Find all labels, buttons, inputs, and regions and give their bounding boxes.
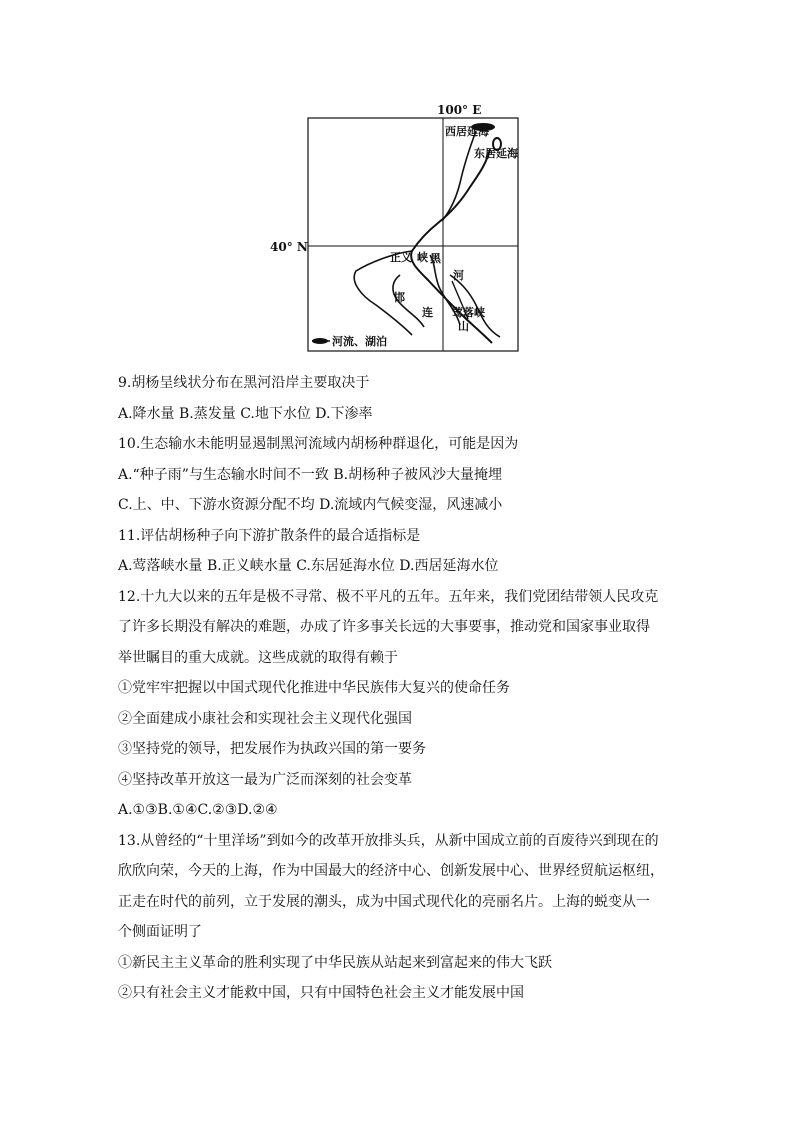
label-shan: 山 xyxy=(458,320,469,333)
label-east-juyan: 东居延海 xyxy=(474,147,518,160)
heihe-basin-map xyxy=(270,103,530,355)
q9-stem: 9.胡杨呈线状分布在黑河沿岸主要取决于 xyxy=(118,375,370,391)
q10-options-ab: A.“种子雨”与生态输水时间不一致 B.胡杨种子被风沙大量掩埋 xyxy=(118,466,503,483)
q13-stem-line4: 个侧面证明了 xyxy=(118,924,202,940)
q13-stem-line2: 欣欣向荣，今天的上海，作为中国最大的经济中心、创新发展中心、世界经贸航运枢纽， xyxy=(118,863,664,879)
river-map-figure xyxy=(270,103,530,355)
q12-stem-line3: 举世瞩目的重大成就。这些成就的取得有赖于 xyxy=(118,649,398,666)
label-yingluo-xia: 莺落峡 xyxy=(452,306,485,319)
label-zhengyi: 正义 xyxy=(390,251,412,264)
q11-stem: 11.评估胡杨种子向下游扩散条件的最合适指标是 xyxy=(118,527,421,544)
q12-stem-line1: 12.十九大以来的五年是极不寻常、极不平凡的五年。五年来，我们党团结带领人民攻克 xyxy=(118,588,659,605)
lat-label: 40° N xyxy=(270,240,308,254)
q12-item-1: ①党牢牢把握以中国式现代化推进中华民族伟大复兴的使命任务 xyxy=(118,680,510,696)
question-text-block xyxy=(118,368,698,1009)
q13-stem-line3: 正走在时代的前列，立于发展的潮头，成为中国式现代化的亮丽名片。上海的蜕变从一 xyxy=(118,893,650,910)
q12-item-3: ③坚持党的领导，把发展作为执政兴国的第一要务 xyxy=(118,741,426,757)
label-he: 河 xyxy=(453,269,464,282)
q10-options-cd: C.上、中、下游水资源分配不均 D.流域内气候变湿，风速减小 xyxy=(118,497,503,513)
q12-item-2: ②全面建成小康社会和实现社会主义现代化强国 xyxy=(118,710,412,727)
q10-stem: 10.生态输水未能明显遏制黑河流域内胡杨种群退化，可能是因为 xyxy=(118,436,519,452)
label-west-juyan: 西居延海 xyxy=(445,125,489,138)
q12-options: A.①③B.①④C.②③D.②④ xyxy=(118,802,278,818)
legend-label: 河流、湖泊 xyxy=(332,335,387,348)
q11-options: A.莺落峡水量 B.正义峡水量 C.东居延海水位 D.西居延海水位 xyxy=(118,558,499,574)
west-branch-channel xyxy=(442,131,476,221)
lon-label: 100° E xyxy=(437,103,482,117)
label-lian: 连 xyxy=(422,306,433,319)
q13-item-2: ②只有社会主义才能救中国，只有中国特色社会主义才能发展中国 xyxy=(118,985,524,1001)
q9-options: A.降水量 B.蒸发量 C.地下水位 D.下渗率 xyxy=(118,405,373,422)
label-hei: 黑 xyxy=(430,252,441,265)
q13-item-1: ①新民主主义革命的胜利实现了中华民族从站起来到富起来的伟大飞跃 xyxy=(118,954,552,971)
q12-stem-line2: 了许多长期没有解决的难题，办成了许多事关长远的大事要事，推动党和国家事业取得 xyxy=(118,619,650,635)
label-xia: 峡 xyxy=(417,251,428,264)
q13-stem-line1: 13.从曾经的“十里洋场”到如今的改革开放排头兵，从新中国成立前的百废待兴到现在的 xyxy=(118,832,659,849)
label-gan: 邯 xyxy=(394,291,405,304)
q12-item-4: ④坚持改革开放这一最为广泛而深刻的社会变革 xyxy=(118,771,412,788)
